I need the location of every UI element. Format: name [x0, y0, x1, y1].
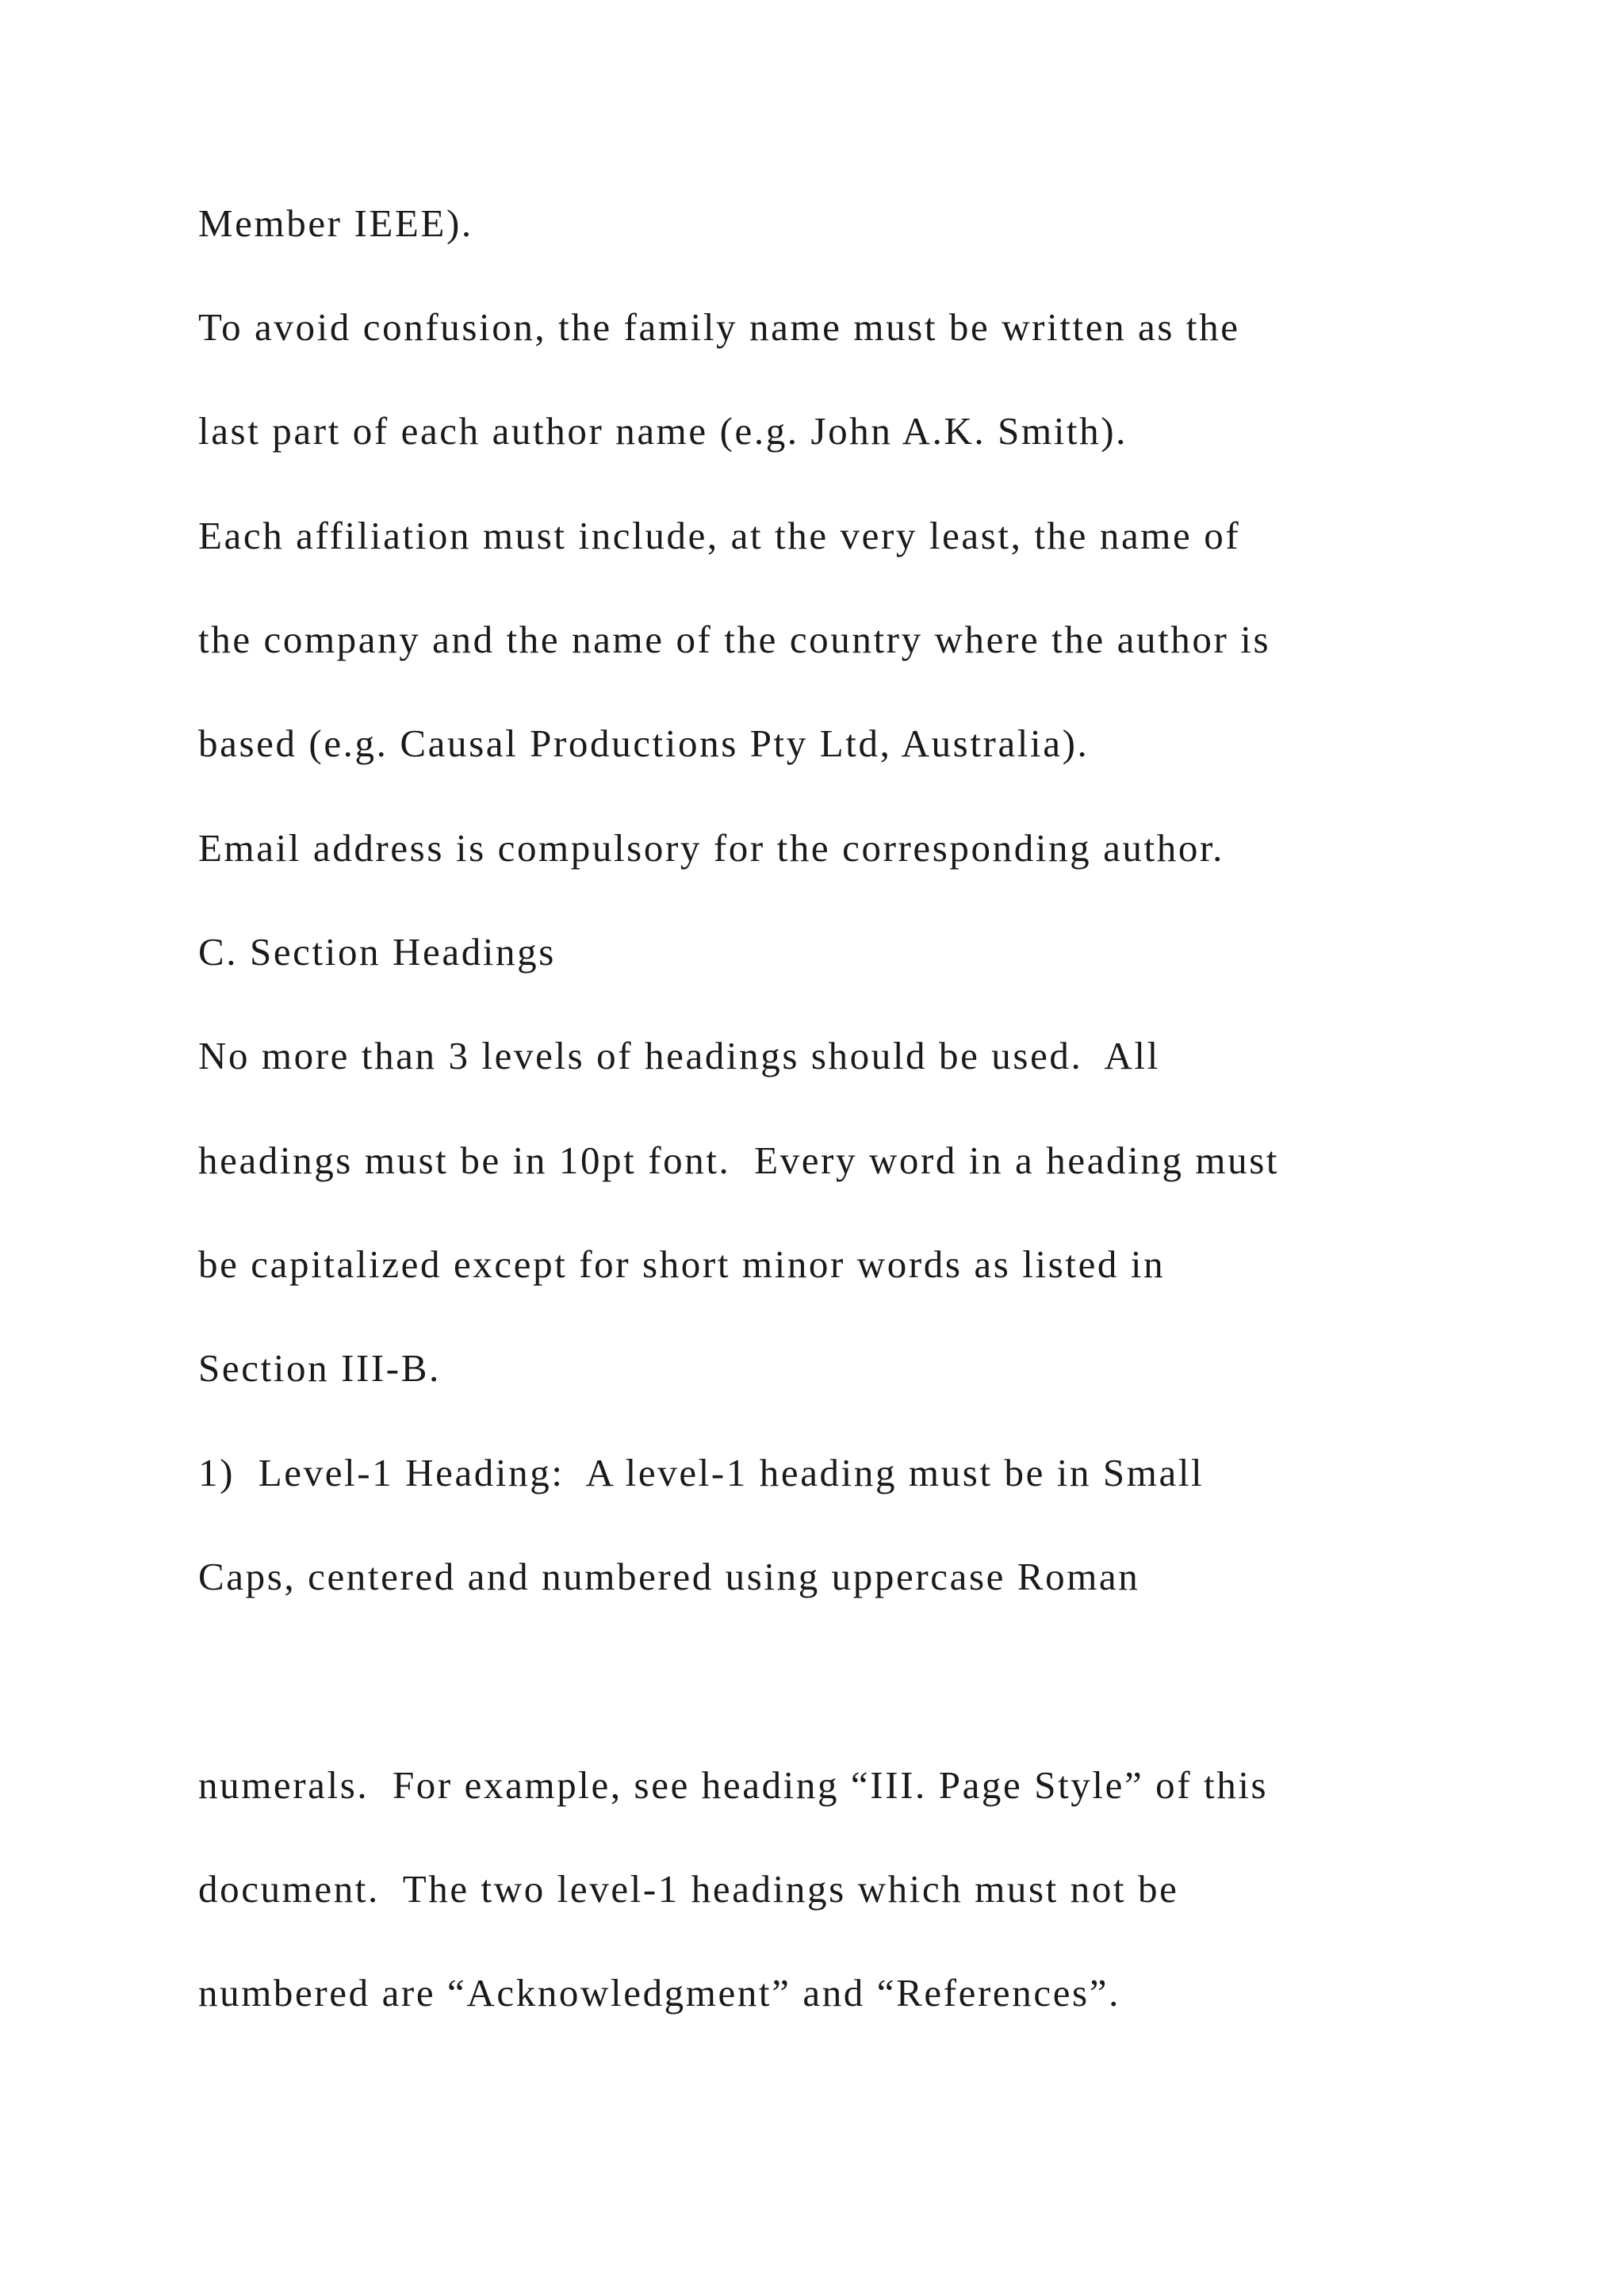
section-heading: C. Section Headings	[198, 930, 556, 974]
text-line: To avoid confusion, the family name must be written as the	[198, 305, 1240, 349]
text-line: last part of each author name (e.g. John A.K. Smith).	[198, 409, 1128, 453]
text-line: Each affiliation must include, at the very least, the name of	[198, 514, 1241, 557]
text-line: No more than 3 levels of headings should be used. All	[198, 1034, 1160, 1077]
text-line: Caps, centered and numbered using uppercase Roman	[198, 1555, 1140, 1598]
text-line: document. The two level-1 headings which must not be	[198, 1867, 1179, 1911]
text-line: headings must be in 10pt font. Every word in a heading must	[198, 1138, 1280, 1182]
text-line: the company and the name of the country where the author is	[198, 618, 1271, 661]
text-line: Section III-B.	[198, 1346, 441, 1390]
text-line: Email address is compulsory for the corresponding author.	[198, 826, 1225, 870]
text-line: based (e.g. Causal Productions Pty Ltd, Australia).	[198, 721, 1090, 765]
text-line: 1) Level-1 Heading: A level-1 heading must be in Small	[198, 1451, 1205, 1494]
text-line: be capitalized except for short minor words as listed in	[198, 1242, 1166, 1286]
text-line: Member IEEE).	[198, 201, 473, 245]
text-line: numerals. For example, see heading “III. Page Style” of this	[198, 1763, 1269, 1807]
text-line: numbered are “Acknowledgment” and “References”.	[198, 1971, 1120, 2015]
